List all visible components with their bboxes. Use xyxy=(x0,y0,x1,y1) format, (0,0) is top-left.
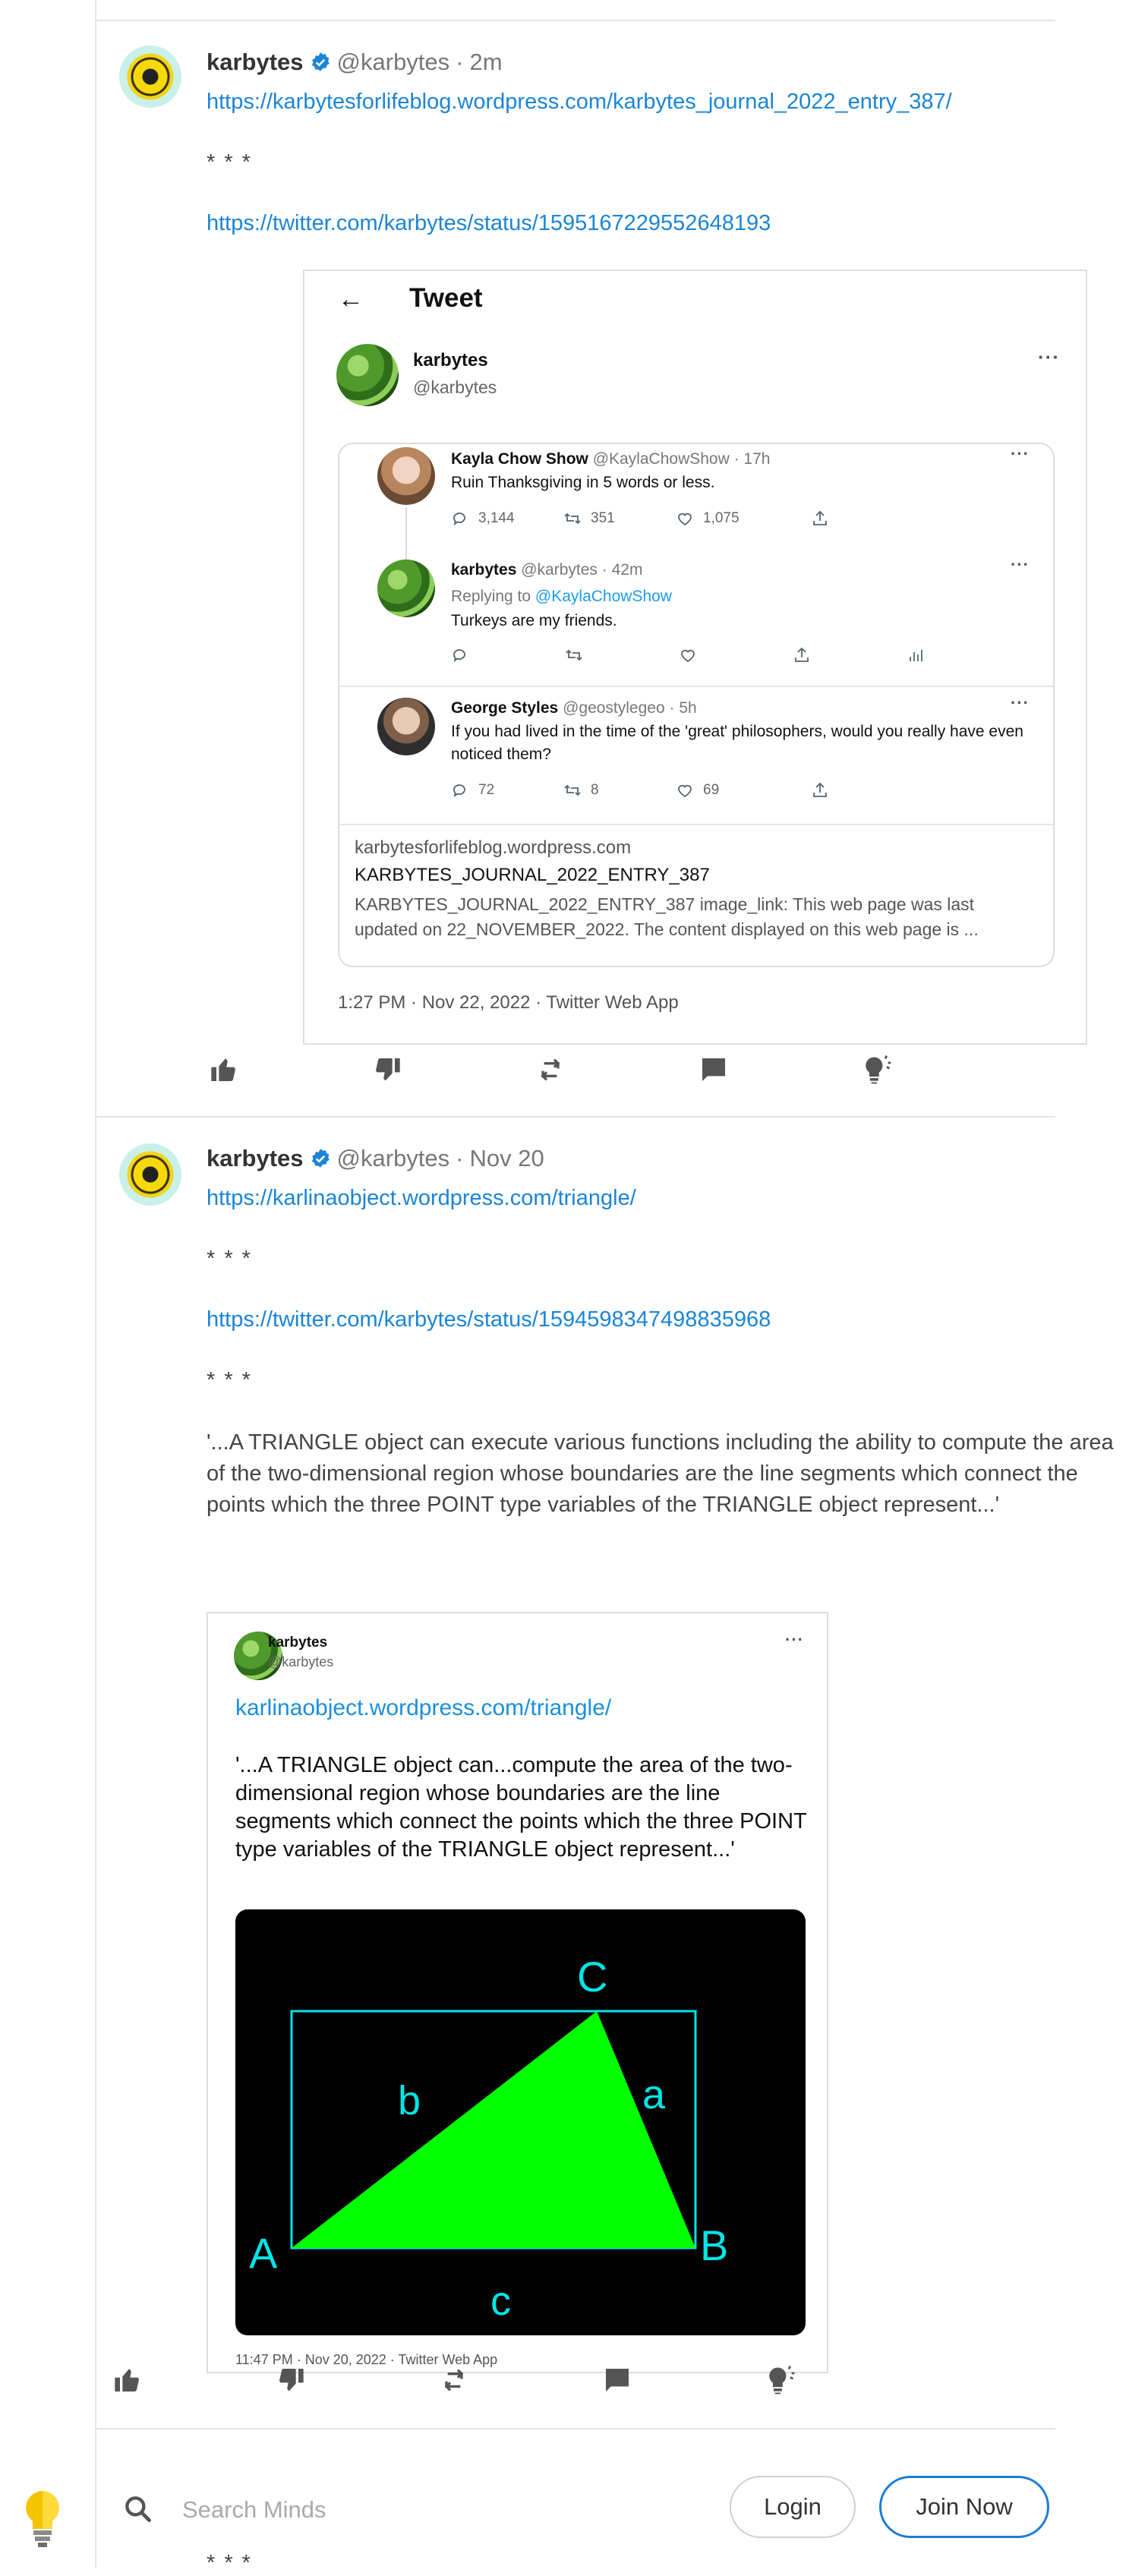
link-description: KARBYTES_JOURNAL_2022_ENTRY_387 image_link: This web page was last updated on 22_NOVEMBER_2022. The content displayed on this web page is ... xyxy=(355,894,979,939)
share-icon xyxy=(811,781,829,799)
tweet-stats xyxy=(451,509,829,528)
retweet-count: 351 xyxy=(591,510,615,526)
side-label-b: b xyxy=(398,2078,421,2124)
more-icon: ··· xyxy=(1011,555,1030,574)
tweet-stats xyxy=(451,781,829,799)
link-domain: karbytesforlifeblog.wordpress.com xyxy=(355,837,632,858)
boost-bulb-icon[interactable] xyxy=(763,2363,798,2398)
share-icon xyxy=(811,509,829,528)
heart-icon xyxy=(679,646,697,664)
analytics-icon xyxy=(907,646,925,664)
triangle-diagram xyxy=(235,1909,806,2335)
arrow-left-icon: ← xyxy=(338,285,364,314)
tweet-page-title: Tweet xyxy=(409,283,483,313)
tweet-author: Kayla Chow Show @KaylaChowShow · 17h xyxy=(451,450,771,468)
reply-icon xyxy=(451,781,469,799)
avatar[interactable] xyxy=(119,1143,181,1206)
tweet-author: George Styles @geostylegeo · 5h xyxy=(451,699,697,717)
tweet-user-name: karbytes xyxy=(268,1635,328,1651)
post-time[interactable]: 2m xyxy=(469,49,503,75)
tweet-user-name: karbytes xyxy=(413,350,488,370)
heart-icon xyxy=(676,781,694,799)
thumbs-up-icon[interactable] xyxy=(110,2363,145,2398)
separator-stars: * * * xyxy=(207,1368,252,1392)
tweet-timestamp: 11:47 PM · Nov 20, 2022 · Twitter Web App xyxy=(235,2352,498,2367)
tweet-user-handle: @karbytes xyxy=(413,377,497,397)
side-label-c: c xyxy=(490,2278,511,2324)
side-label-a: a xyxy=(642,2072,666,2117)
verified-badge-icon xyxy=(310,1148,331,1169)
reply-icon xyxy=(451,646,469,664)
comment-icon[interactable] xyxy=(696,1052,731,1087)
more-icon: ··· xyxy=(1011,693,1030,712)
thumbs-down-icon[interactable] xyxy=(273,2363,308,2398)
heart-icon xyxy=(676,509,694,528)
retweet-icon xyxy=(565,646,583,664)
feed-rail xyxy=(95,2428,96,2568)
tweet-text: Ruin Thanksgiving in 5 words or less. xyxy=(451,474,715,491)
reply-count: 3,144 xyxy=(478,510,515,526)
avatar[interactable] xyxy=(119,46,181,108)
author-handle[interactable]: @karbytes xyxy=(336,1145,450,1171)
separator-stars: * * * xyxy=(207,2551,252,2575)
link-title: KARBYTES_JOURNAL_2022_ENTRY_387 xyxy=(355,865,710,885)
tweet-text: If you had lived in the time of the 'great' philosophers, would you really have even noticed them? xyxy=(451,723,1023,763)
activity-post xyxy=(96,0,1060,1116)
separator-dot: · xyxy=(456,49,464,75)
post-actions xyxy=(207,1052,1027,1090)
remind-icon[interactable] xyxy=(437,2363,471,2398)
tweet-thread xyxy=(338,443,1055,967)
tweet-link: karlinaobject.wordpress.com/triangle/ xyxy=(235,1695,612,1720)
embedded-tweet-screenshot[interactable] xyxy=(303,270,1087,1045)
post-actions xyxy=(110,2363,930,2401)
minds-logo-bulb-icon[interactable] xyxy=(20,2488,65,2549)
post-time[interactable]: Nov 20 xyxy=(469,1145,544,1171)
reply-count: 72 xyxy=(478,782,495,798)
remind-icon[interactable] xyxy=(533,1052,568,1087)
vertex-label-c: C xyxy=(577,1953,608,2001)
post-header xyxy=(207,1145,544,1172)
boost-bulb-icon[interactable] xyxy=(859,1052,894,1087)
share-icon xyxy=(793,646,811,664)
thumbs-down-icon[interactable] xyxy=(370,1052,405,1087)
post-link[interactable]: https://karlinaobject.wordpress.com/triangle/ xyxy=(207,1186,636,1210)
post-text: '...A TRIANGLE object can execute various functions including the ability to compute the area of the two-dimensional region whose boundaries are the line segments which connect the points which the three POINT type variables of the TRIANGLE object represent...' xyxy=(207,1430,1114,1517)
tweet-author: karbytes @karbytes · 42m xyxy=(451,561,643,579)
more-icon: ··· xyxy=(1011,444,1030,463)
avatar xyxy=(377,698,435,755)
like-count: 69 xyxy=(703,782,720,798)
retweet-icon xyxy=(563,781,582,799)
separator-dot: · xyxy=(456,1145,464,1171)
triangle-shape xyxy=(292,2011,695,2248)
thread-line xyxy=(405,508,407,560)
separator-stars: * * * xyxy=(207,1247,252,1271)
avatar xyxy=(377,560,435,617)
more-icon: ··· xyxy=(1038,345,1060,368)
divider xyxy=(339,686,1053,687)
comment-icon[interactable] xyxy=(600,2363,635,2398)
embedded-tweet-screenshot[interactable] xyxy=(207,1612,828,2373)
login-button[interactable]: Login xyxy=(730,2476,856,2538)
thumbs-up-icon[interactable] xyxy=(207,1052,241,1087)
tweet-timestamp: 1:27 PM · Nov 22, 2022 · Twitter Web App xyxy=(338,992,679,1013)
author-name[interactable]: karbytes xyxy=(207,1145,304,1171)
post-link[interactable]: https://karbytesforlifeblog.wordpress.com/karbytes_journal_2022_entry_387/ xyxy=(207,90,952,114)
join-now-button[interactable]: Join Now xyxy=(879,2476,1049,2538)
avatar xyxy=(377,447,435,505)
vertex-label-b: B xyxy=(700,2221,729,2269)
verified-badge-icon xyxy=(310,52,331,73)
search-icon xyxy=(121,2492,155,2526)
tweet-text: Turkeys are my friends. xyxy=(451,612,617,629)
retweet-icon xyxy=(563,509,582,528)
post-link[interactable]: https://twitter.com/karbytes/status/1595167229552648193 xyxy=(207,211,771,235)
post-divider xyxy=(95,2428,1055,2429)
author-name[interactable]: karbytes xyxy=(207,49,304,75)
reply-icon xyxy=(451,509,469,528)
triangle-diagram-svg xyxy=(235,1909,806,2335)
post-header xyxy=(207,49,503,76)
post-link[interactable]: https://twitter.com/karbytes/status/1594598347498835968 xyxy=(207,1307,771,1332)
vertex-label-a: A xyxy=(249,2229,278,2277)
avatar xyxy=(336,344,399,406)
like-count: 1,075 xyxy=(703,510,740,526)
search-input[interactable] xyxy=(181,2492,700,2527)
retweet-count: 8 xyxy=(591,782,599,798)
divider xyxy=(339,824,1053,825)
more-icon: ··· xyxy=(785,1630,804,1649)
separator-stars: * * * xyxy=(207,150,252,175)
tweet-user-handle: @karbytes xyxy=(268,1654,334,1670)
tweet-actions xyxy=(451,646,925,664)
replying-to: Replying to @KaylaChowShow xyxy=(451,588,672,605)
tweet-text: '...A TRIANGLE object can...compute the area of the two-dimensional region whose boundaries are the line segments which connect the points which the three POINT type variables of the TRIANGLE object represent...' xyxy=(235,1753,807,1862)
author-handle[interactable]: @karbytes xyxy=(336,49,450,75)
